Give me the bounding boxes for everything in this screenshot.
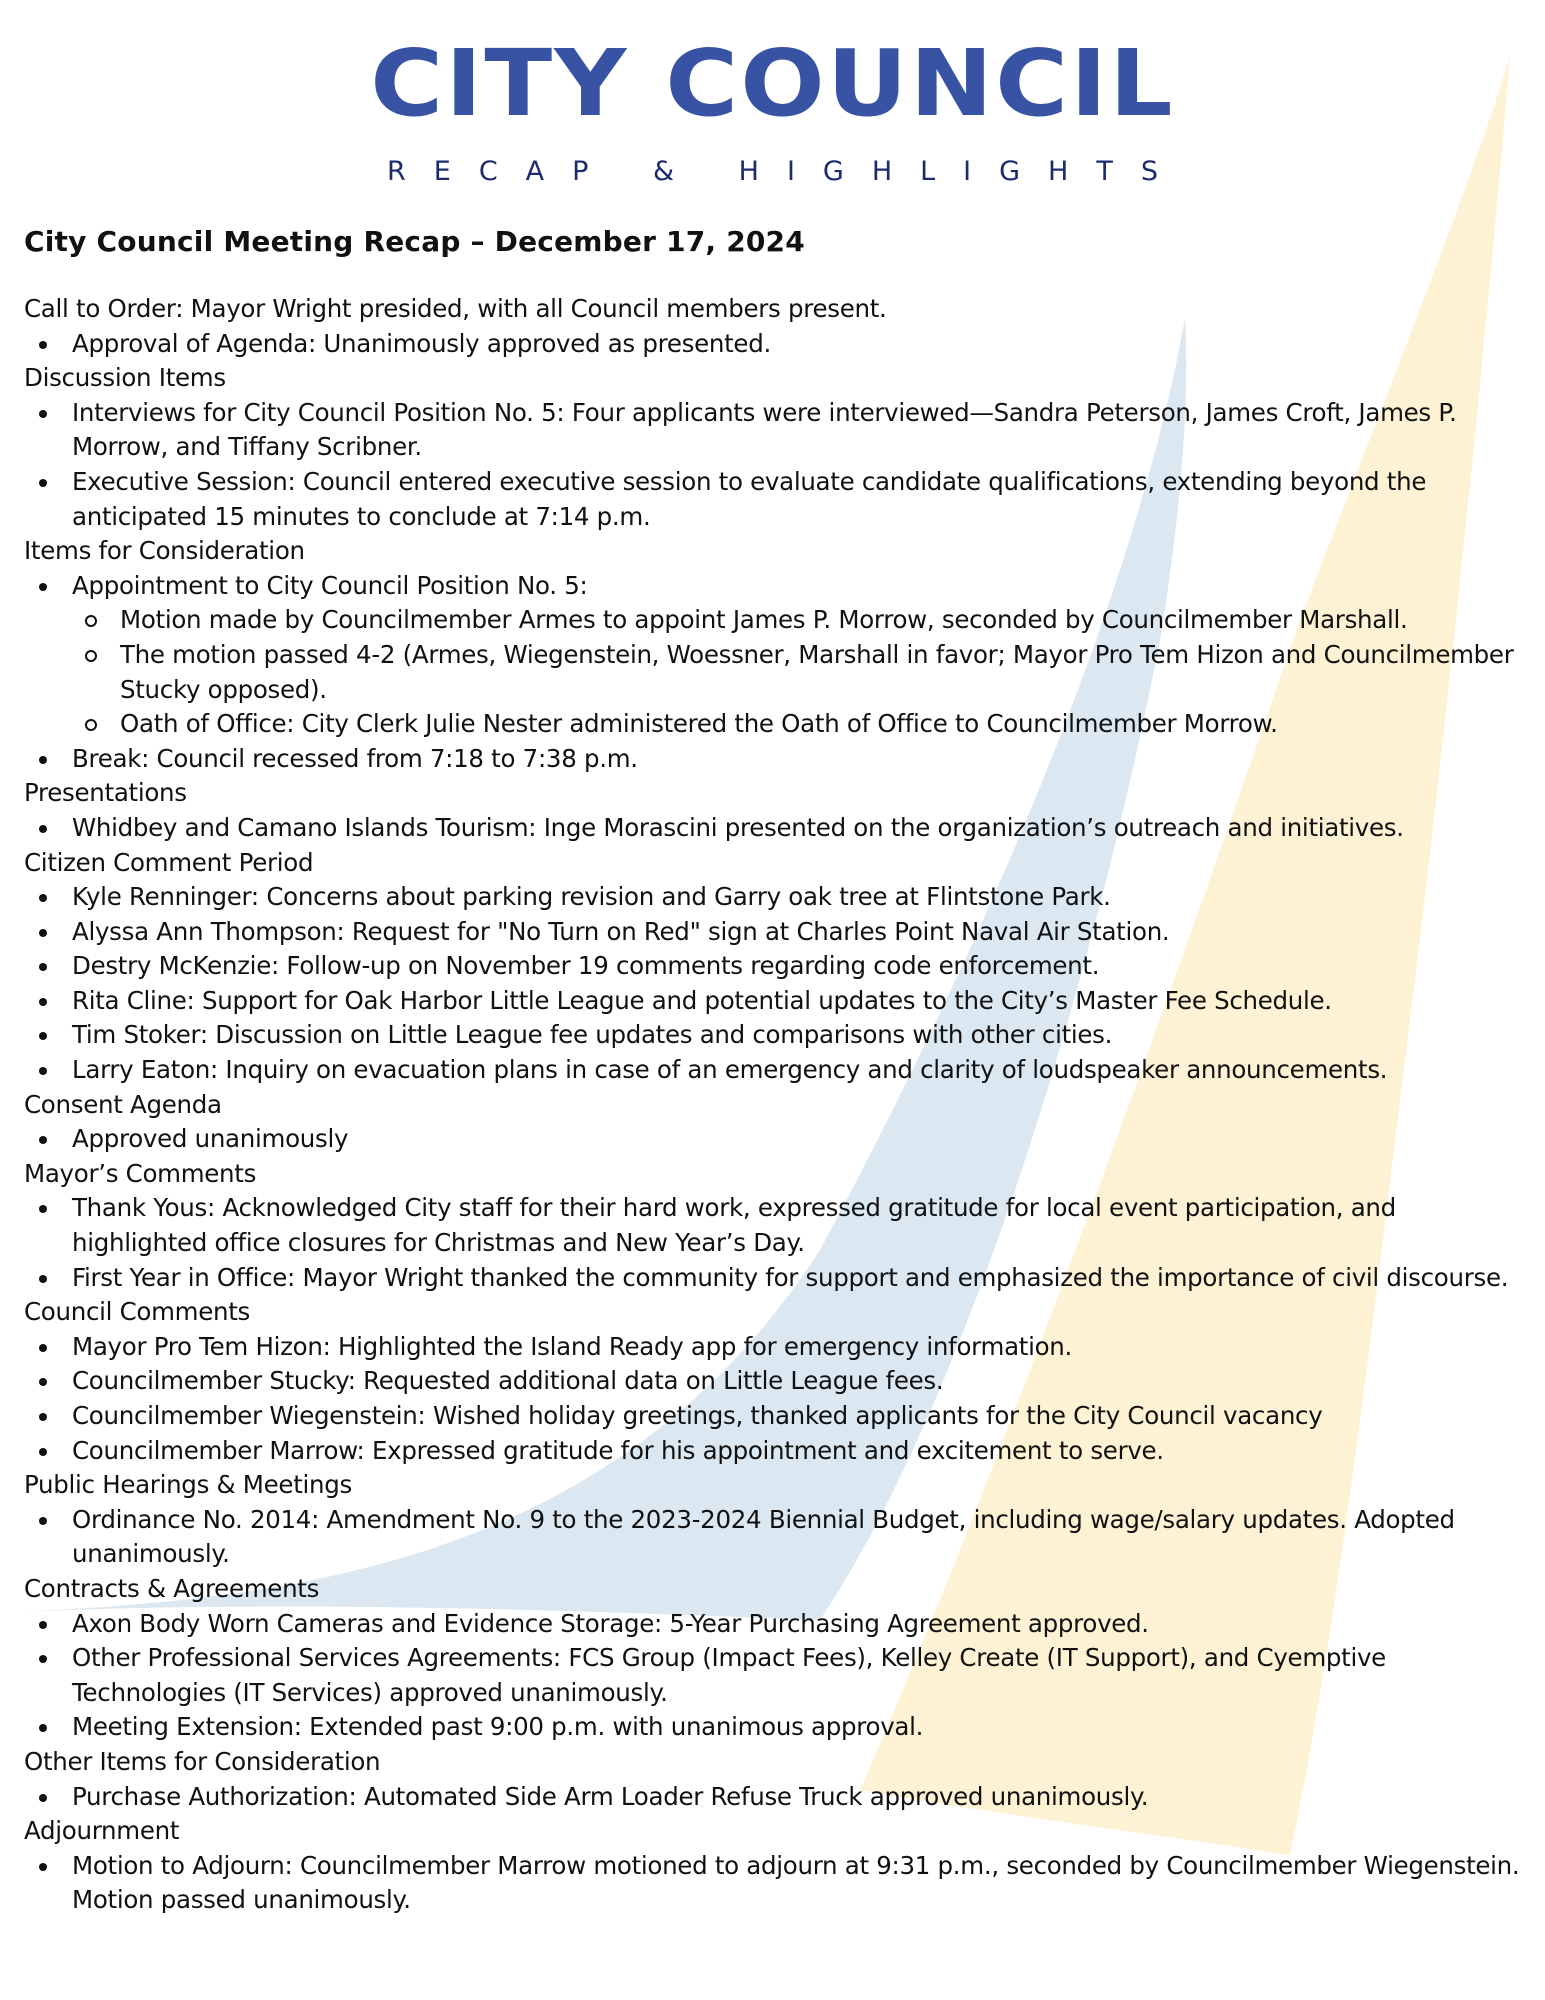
- section-heading: Presentations: [24, 778, 187, 808]
- bullet-text: Break: Council recessed from 7:18 to 7:38 p.m.: [72, 743, 638, 773]
- bullet-text: Councilmember Marrow: Expressed gratitude for his appointment and excitement to serve.: [72, 1435, 1164, 1465]
- bullet-text: Meeting Extension: Extended past 9:00 p.m. with unanimous approval.: [72, 1712, 924, 1742]
- bullet-item: [24, 742, 1524, 777]
- bullet-text: Kyle Renninger: Concerns about parking revision and Garry oak tree at Flintstone Park.: [72, 882, 1111, 912]
- bullet-item: [24, 1607, 1524, 1642]
- section-heading: Consent Agenda: [24, 1089, 222, 1119]
- bullet-text: Whidbey and Camano Islands Tourism: Inge Morascini presented on the organization’s outreach and initiatives.: [72, 812, 1404, 842]
- bullet-item: [24, 1364, 1524, 1399]
- bullet-item: [24, 465, 1524, 534]
- bullet-text: Purchase Authorization: Automated Side Arm Loader Refuse Truck approved unanimously.: [72, 1781, 1149, 1811]
- bullet-text: Other Professional Services Agreements: FCS Group (Impact Fees), Kelley Create (IT Support), and Cyemptive Technologies (IT Services) approved unanimously.: [72, 1643, 1386, 1707]
- bullet-text: Approved unanimously: [72, 1124, 349, 1154]
- bullet-item: [24, 327, 1524, 362]
- section-heading: Public Hearings & Meetings: [24, 1470, 352, 1500]
- bullet-text: Thank Yous: Acknowledged City staff for their hard work, expressed gratitude for local event participation, and highlighted office closures for Christmas and New Year’s Day.: [72, 1193, 1396, 1258]
- sub-bullet-list: [24, 603, 1524, 741]
- sub-bullet-item: Oath of Office: City Clerk Julie Nester administered the Oath of Office to Councilmember Morrow.: [24, 707, 1524, 742]
- bullet-list: [24, 1122, 1524, 1157]
- bullet-item: [24, 1261, 1524, 1296]
- bullet-item: [24, 984, 1524, 1019]
- bullet-item: [24, 1503, 1524, 1572]
- bullet-text: Mayor Pro Tem Hizon: Highlighted the Island Ready app for emergency information.: [72, 1331, 1073, 1361]
- bullet-item: [24, 880, 1524, 915]
- bullet-list: [24, 1607, 1524, 1745]
- section-heading: Items for Consideration: [24, 536, 305, 566]
- bullet-item: [24, 949, 1524, 984]
- bullet-list: [24, 1780, 1524, 1815]
- bullet-text: Appointment to City Council Position No. 5:: [72, 570, 588, 600]
- bullet-item: [24, 1330, 1524, 1365]
- bullet-text: Interviews for City Council Position No. 5: Four applicants were interviewed—Sandra Peterson, James Croft, James P. Morrow, and Tiffany Scribner.: [72, 397, 1457, 462]
- bullet-item: [24, 1122, 1524, 1157]
- section-heading: Mayor’s Comments: [24, 1158, 257, 1188]
- bullet-item: [24, 1018, 1524, 1053]
- meeting-title: City Council Meeting Recap – December 17, 2024: [24, 225, 805, 258]
- sub-bullet-item: The motion passed 4-2 (Armes, Wiegenstein, Woessner, Marshall in favor; Mayor Pro Tem Hizon and Councilmember Stucky opposed).: [24, 638, 1524, 707]
- bullet-item: [24, 1849, 1524, 1918]
- bullet-text: Ordinance No. 2014: Amendment No. 9 to the 2023-2024 Biennial Budget, including wage/salary updates. Adopted unanimously.: [72, 1504, 1455, 1569]
- bullet-list: [24, 880, 1524, 1088]
- bullet-list: [24, 396, 1524, 534]
- section-heading: Discussion Items: [24, 363, 226, 393]
- bullet-text: Approval of Agenda: Unanimously approved as presented.: [72, 328, 771, 358]
- bullet-text: Axon Body Worn Cameras and Evidence Storage: 5-Year Purchasing Agreement approved.: [72, 1608, 1149, 1638]
- document-title: CITY COUNCIL: [370, 30, 1175, 137]
- section-heading: Citizen Comment Period: [24, 847, 314, 877]
- bullet-text: First Year in Office: Mayor Wright thanked the community for support and emphasized the importance of civil discourse.: [72, 1262, 1509, 1292]
- section-heading: Council Comments: [24, 1297, 251, 1327]
- bullet-text: Executive Session: Council entered executive session to evaluate candidate qualifications, extending beyond the anticipated 15 minutes to conclude at 7:14 p.m.: [72, 466, 1427, 531]
- bullet-list: [24, 569, 1524, 777]
- document-subtitle: RECAP & HIGHLIGHTS: [387, 156, 1186, 187]
- bullet-item: [24, 396, 1524, 465]
- section-heading: Other Items for Consideration: [24, 1746, 381, 1776]
- bullet-list: [24, 1191, 1524, 1295]
- section-heading: Call to Order: Mayor Wright presided, with all Council members present.: [24, 294, 887, 323]
- bullet-list: [24, 327, 1524, 362]
- bullet-text: Councilmember Stucky: Requested additional data on Little League fees.: [72, 1366, 944, 1396]
- bullet-list: [24, 1503, 1524, 1572]
- bullet-item: [24, 915, 1524, 950]
- section-heading: Adjournment: [24, 1816, 180, 1846]
- bullet-item: [24, 1780, 1524, 1815]
- bullet-text: Destry McKenzie: Follow-up on November 19 comments regarding code enforcement.: [72, 951, 1100, 981]
- bullet-text: Councilmember Wiegenstein: Wished holiday greetings, thanked applicants for the City Council vacancy: [72, 1401, 1323, 1430]
- bullet-list: [24, 1330, 1524, 1468]
- sub-bullet-item: Motion made by Councilmember Armes to appoint James P. Morrow, seconded by Councilmember Marshall.: [24, 603, 1524, 638]
- bullet-text: Rita Cline: Support for Oak Harbor Little League and potential updates to the City’s Master Fee Schedule.: [72, 985, 1332, 1015]
- bullet-item: [24, 1053, 1524, 1088]
- section-heading: Contracts & Agreements: [24, 1573, 320, 1603]
- bullet-list: [24, 1849, 1524, 1918]
- bullet-text: Tim Stoker: Discussion on Little League fee updates and comparisons with other cities.: [72, 1020, 1113, 1050]
- recap-body: [24, 292, 1524, 1918]
- bullet-item: [24, 1641, 1524, 1710]
- bullet-item: [24, 1399, 1524, 1434]
- bullet-text: Motion to Adjourn: Councilmember Marrow motioned to adjourn at 9:31 p.m., seconded by Councilmember Wiegenstein. Motion passed unanimously.: [72, 1850, 1520, 1915]
- bullet-list: [24, 811, 1524, 846]
- bullet-item: [24, 1191, 1524, 1260]
- bullet-text: Alyssa Ann Thompson: Request for "No Turn on Red" sign at Charles Point Naval Air Station.: [72, 916, 1170, 946]
- bullet-item: [24, 569, 1524, 604]
- bullet-item: [24, 811, 1524, 846]
- bullet-item: [24, 1434, 1524, 1469]
- bullet-text: Larry Eaton: Inquiry on evacuation plans in case of an emergency and clarity of loudspeaker announcements.: [72, 1055, 1388, 1085]
- bullet-item: [24, 1710, 1524, 1745]
